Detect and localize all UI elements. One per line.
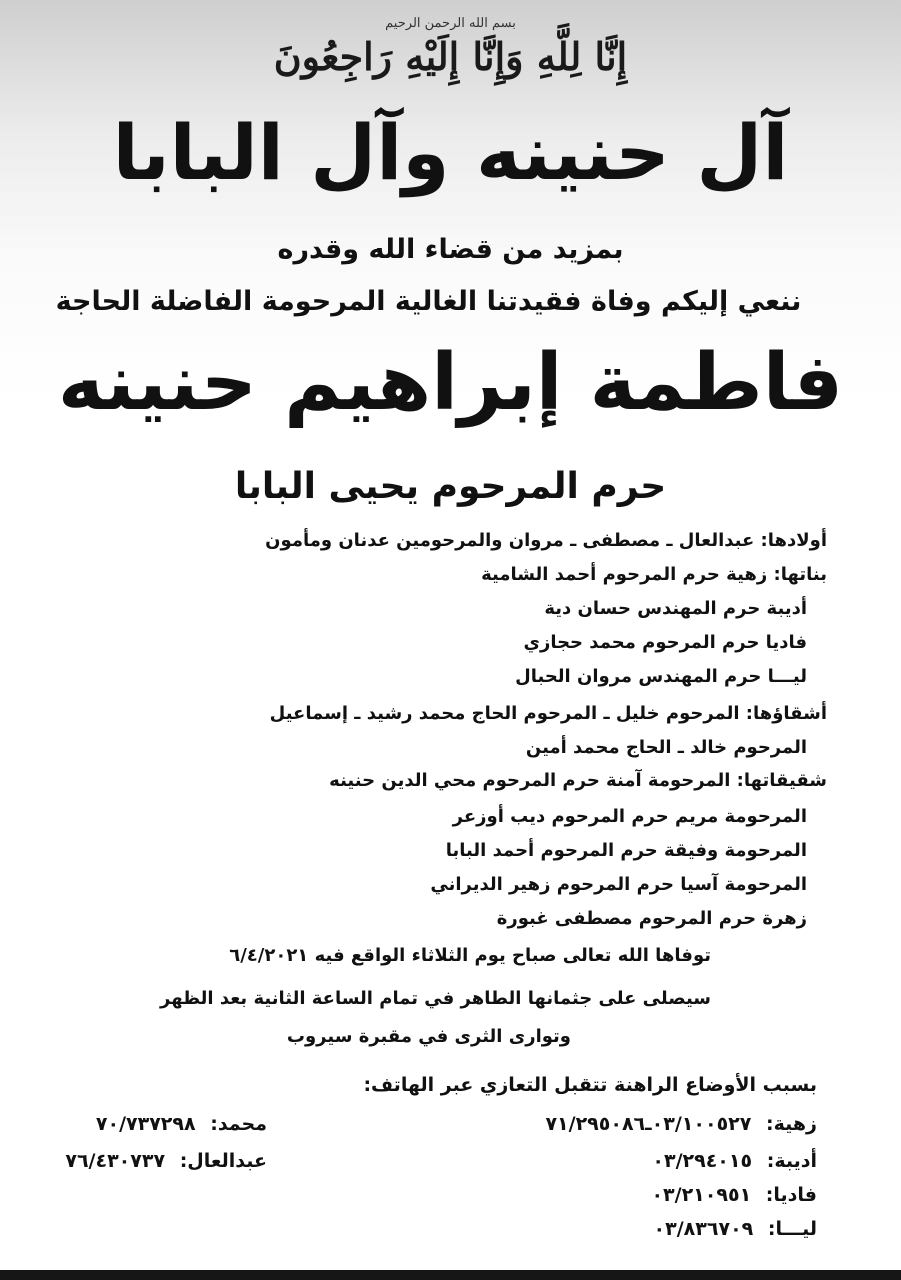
phone-entry	[545, 1113, 817, 1135]
announcement-intro: ننعي إليكم وفاة فقيدتنا الغالية المرحومة الفاضلة الحاجة	[55, 286, 802, 317]
daughter-line: ليـــا حرم المهندس مروان الحبال	[515, 666, 807, 687]
phone-entry	[652, 1150, 817, 1172]
spouse-line: حرم المرحوم يحيى البابا	[234, 466, 667, 507]
sisters-line: المرحومة وفيقة حرم المرحوم أحمد البابا	[445, 840, 807, 861]
bismillah-calligraphy: بسم الله الرحمن الرحيم	[385, 16, 516, 31]
phone-number: ٠٣/٢٩٤٠١٥	[652, 1150, 753, 1172]
brothers-line: أشقاؤها: المرحوم خليل ـ المرحوم الحاج محمد رشيد ـ إسماعيل	[269, 703, 827, 724]
phone-number: ٠٣/١٠٠٥٢٧ـ٧١/٢٩٥٠٨٦	[545, 1113, 752, 1135]
daughter-line: أديبة حرم المهندس حسان دية	[544, 598, 807, 619]
sisters-line: شقيقاتها: المرحومة آمنة حرم المرحوم محي الدين حنينه	[329, 770, 827, 791]
sisters-line: زهرة حرم المرحوم مصطفى غبورة	[496, 908, 807, 929]
phone-entry	[65, 1150, 267, 1172]
phone-number: ٠٣/٨٣٦٧٠٩	[653, 1218, 754, 1240]
phone-contact-name: ليـــا:	[767, 1218, 817, 1240]
daughter-line: بناتها: زهية حرم المرحوم أحمد الشامية	[481, 564, 827, 585]
quran-verse-calligraphy: إِنَّا لِلَّهِ وَإِنَّا إِلَيْهِ رَاجِعُونَ	[273, 34, 628, 79]
phone-contact-name: فاديا:	[765, 1184, 817, 1206]
phone-entry	[654, 1218, 817, 1240]
phone-number: ٧٠/٧٣٧٢٩٨	[95, 1113, 196, 1135]
phone-contact-name: زهية:	[766, 1113, 817, 1135]
prayer-notice: سيصلى على جثمانها الطاهر في تمام الساعة الثانية بعد الظهر	[160, 988, 711, 1009]
death-notice: توفاها الله تعالى صباح يوم الثلاثاء الواقع فيه ٦/٤/٢٠٢١	[229, 945, 711, 966]
burial-notice: وتوارى الثرى في مقبرة سيروب	[286, 1026, 571, 1047]
families-title: آل حنينه وآل البابا	[112, 108, 789, 197]
phone-contact-name: محمد:	[210, 1113, 267, 1135]
bottom-border	[0, 1270, 901, 1280]
daughter-line: فاديا حرم المرحوم محمد حجازي	[523, 632, 807, 653]
sisters-line: المرحومة مريم حرم المرحوم ديب أوزعر	[452, 806, 807, 827]
phone-number: ٠٣/٢١٠٩٥١	[651, 1184, 752, 1206]
phone-contact-name: عبدالعال:	[179, 1150, 267, 1172]
phone-entry	[651, 1184, 817, 1206]
phone-entry	[96, 1113, 267, 1135]
condolence-note: بسبب الأوضاع الراهنة تتقبل التعازي عبر الهاتف:	[363, 1074, 817, 1096]
brothers-line: المرحوم خالد ـ الحاج محمد أمين	[525, 737, 807, 758]
phone-contact-name: أديبة:	[766, 1150, 817, 1172]
phone-number: ٧٦/٤٣٠٧٣٧	[65, 1150, 166, 1172]
deceased-name: فاطمة إبراهيم حنينه	[57, 338, 844, 428]
sisters-line: المرحومة آسيا حرم المرحوم زهير الديراني	[430, 874, 807, 895]
decree-line: بمزيد من قضاء الله وقدره	[277, 234, 624, 265]
sons-line: أولادها: عبدالعال ـ مصطفى ـ مروان والمرحومين عدنان ومأمون	[265, 530, 827, 551]
